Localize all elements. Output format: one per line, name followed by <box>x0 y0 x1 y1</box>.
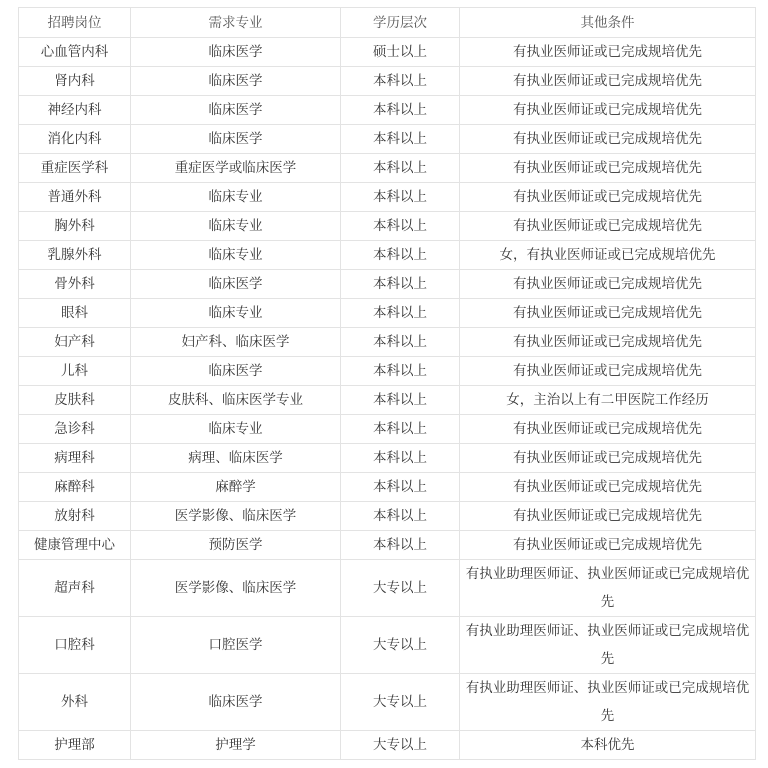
table-row <box>19 415 756 444</box>
cell-major: 临床医学 <box>131 38 341 67</box>
cell-conditions: 有执业医师证或已完成规培优先 <box>460 473 756 502</box>
table-row <box>19 473 756 502</box>
cell-conditions: 有执业助理医师证、执业医师证或已完成规培优先 <box>460 617 756 674</box>
table-row <box>19 38 756 67</box>
cell-major: 口腔医学 <box>131 617 341 674</box>
cell-position: 超声科 <box>19 560 131 617</box>
table-row <box>19 328 756 357</box>
cell-major: 临床医学 <box>131 96 341 125</box>
header-row <box>19 8 756 38</box>
cell-position: 神经内科 <box>19 96 131 125</box>
cell-position: 麻醉科 <box>19 473 131 502</box>
cell-major: 临床医学 <box>131 357 341 386</box>
cell-position: 儿科 <box>19 357 131 386</box>
cell-conditions: 有执业医师证或已完成规培优先 <box>460 357 756 386</box>
table-row <box>19 212 756 241</box>
cell-major: 医学影像、临床医学 <box>131 502 341 531</box>
table-row <box>19 444 756 473</box>
cell-conditions: 有执业助理医师证、执业医师证或已完成规培优先 <box>460 560 756 617</box>
table-header <box>19 8 756 38</box>
table-row <box>19 183 756 212</box>
cell-conditions: 本科优先 <box>460 731 756 760</box>
cell-major: 麻醉学 <box>131 473 341 502</box>
cell-education: 本科以上 <box>341 154 460 183</box>
table-body <box>19 38 756 760</box>
cell-major: 临床专业 <box>131 212 341 241</box>
table-row <box>19 154 756 183</box>
cell-major: 临床专业 <box>131 415 341 444</box>
cell-major: 重症医学或临床医学 <box>131 154 341 183</box>
cell-education: 本科以上 <box>341 125 460 154</box>
table-row <box>19 96 756 125</box>
cell-major: 临床专业 <box>131 183 341 212</box>
cell-position: 妇产科 <box>19 328 131 357</box>
header-education: 学历层次 <box>341 8 460 38</box>
cell-education: 本科以上 <box>341 415 460 444</box>
cell-conditions: 有执业医师证或已完成规培优先 <box>460 444 756 473</box>
cell-conditions: 有执业医师证或已完成规培优先 <box>460 212 756 241</box>
cell-position: 急诊科 <box>19 415 131 444</box>
cell-position: 健康管理中心 <box>19 531 131 560</box>
cell-position: 护理部 <box>19 731 131 760</box>
cell-position: 口腔科 <box>19 617 131 674</box>
cell-major: 护理学 <box>131 731 341 760</box>
cell-education: 大专以上 <box>341 560 460 617</box>
cell-conditions: 有执业医师证或已完成规培优先 <box>460 96 756 125</box>
table-row <box>19 731 756 760</box>
cell-position: 病理科 <box>19 444 131 473</box>
table-row <box>19 560 756 617</box>
table-row <box>19 674 756 731</box>
cell-education: 硕士以上 <box>341 38 460 67</box>
cell-major: 皮肤科、临床医学专业 <box>131 386 341 415</box>
cell-position: 外科 <box>19 674 131 731</box>
cell-major: 临床医学 <box>131 270 341 299</box>
cell-conditions: 有执业助理医师证、执业医师证或已完成规培优先 <box>460 674 756 731</box>
table-row <box>19 502 756 531</box>
cell-major: 临床医学 <box>131 125 341 154</box>
cell-position: 乳腺外科 <box>19 241 131 270</box>
cell-conditions: 有执业医师证或已完成规培优先 <box>460 415 756 444</box>
header-conditions: 其他条件 <box>460 8 756 38</box>
cell-conditions: 女，主治以上有二甲医院工作经历 <box>460 386 756 415</box>
cell-education: 本科以上 <box>341 241 460 270</box>
cell-education: 本科以上 <box>341 212 460 241</box>
cell-major: 临床医学 <box>131 67 341 96</box>
cell-position: 眼科 <box>19 299 131 328</box>
cell-education: 本科以上 <box>341 328 460 357</box>
cell-position: 肾内科 <box>19 67 131 96</box>
cell-major: 临床医学 <box>131 674 341 731</box>
cell-education: 本科以上 <box>341 357 460 386</box>
cell-conditions: 有执业医师证或已完成规培优先 <box>460 502 756 531</box>
cell-position: 放射科 <box>19 502 131 531</box>
cell-conditions: 有执业医师证或已完成规培优先 <box>460 125 756 154</box>
table-row <box>19 357 756 386</box>
cell-position: 胸外科 <box>19 212 131 241</box>
cell-conditions: 有执业医师证或已完成规培优先 <box>460 67 756 96</box>
table-row <box>19 241 756 270</box>
cell-education: 本科以上 <box>341 67 460 96</box>
cell-position: 皮肤科 <box>19 386 131 415</box>
table-row <box>19 125 756 154</box>
table-row <box>19 617 756 674</box>
cell-conditions: 有执业医师证或已完成规培优先 <box>460 328 756 357</box>
cell-education: 本科以上 <box>341 502 460 531</box>
cell-education: 本科以上 <box>341 531 460 560</box>
cell-education: 本科以上 <box>341 270 460 299</box>
cell-education: 大专以上 <box>341 617 460 674</box>
cell-education: 本科以上 <box>341 183 460 212</box>
cell-conditions: 有执业医师证或已完成规培优先 <box>460 299 756 328</box>
table-row <box>19 299 756 328</box>
cell-conditions: 有执业医师证或已完成规培优先 <box>460 38 756 67</box>
recruitment-table <box>18 7 756 760</box>
table-row <box>19 386 756 415</box>
cell-education: 本科以上 <box>341 96 460 125</box>
table-row <box>19 531 756 560</box>
cell-conditions: 有执业医师证或已完成规培优先 <box>460 183 756 212</box>
cell-major: 临床专业 <box>131 299 341 328</box>
cell-education: 本科以上 <box>341 444 460 473</box>
cell-conditions: 有执业医师证或已完成规培优先 <box>460 270 756 299</box>
cell-major: 病理、临床医学 <box>131 444 341 473</box>
cell-education: 本科以上 <box>341 299 460 328</box>
cell-position: 骨外科 <box>19 270 131 299</box>
table-row <box>19 270 756 299</box>
cell-position: 消化内科 <box>19 125 131 154</box>
cell-education: 大专以上 <box>341 731 460 760</box>
cell-conditions: 女，有执业医师证或已完成规培优先 <box>460 241 756 270</box>
cell-education: 大专以上 <box>341 674 460 731</box>
cell-position: 心血管内科 <box>19 38 131 67</box>
cell-major: 临床专业 <box>131 241 341 270</box>
cell-conditions: 有执业医师证或已完成规培优先 <box>460 154 756 183</box>
cell-major: 医学影像、临床医学 <box>131 560 341 617</box>
cell-conditions: 有执业医师证或已完成规培优先 <box>460 531 756 560</box>
cell-education: 本科以上 <box>341 473 460 502</box>
header-major: 需求专业 <box>131 8 341 38</box>
cell-education: 本科以上 <box>341 386 460 415</box>
cell-major: 妇产科、临床医学 <box>131 328 341 357</box>
cell-position: 重症医学科 <box>19 154 131 183</box>
cell-position: 普通外科 <box>19 183 131 212</box>
table-row <box>19 67 756 96</box>
cell-major: 预防医学 <box>131 531 341 560</box>
header-position: 招聘岗位 <box>19 8 131 38</box>
